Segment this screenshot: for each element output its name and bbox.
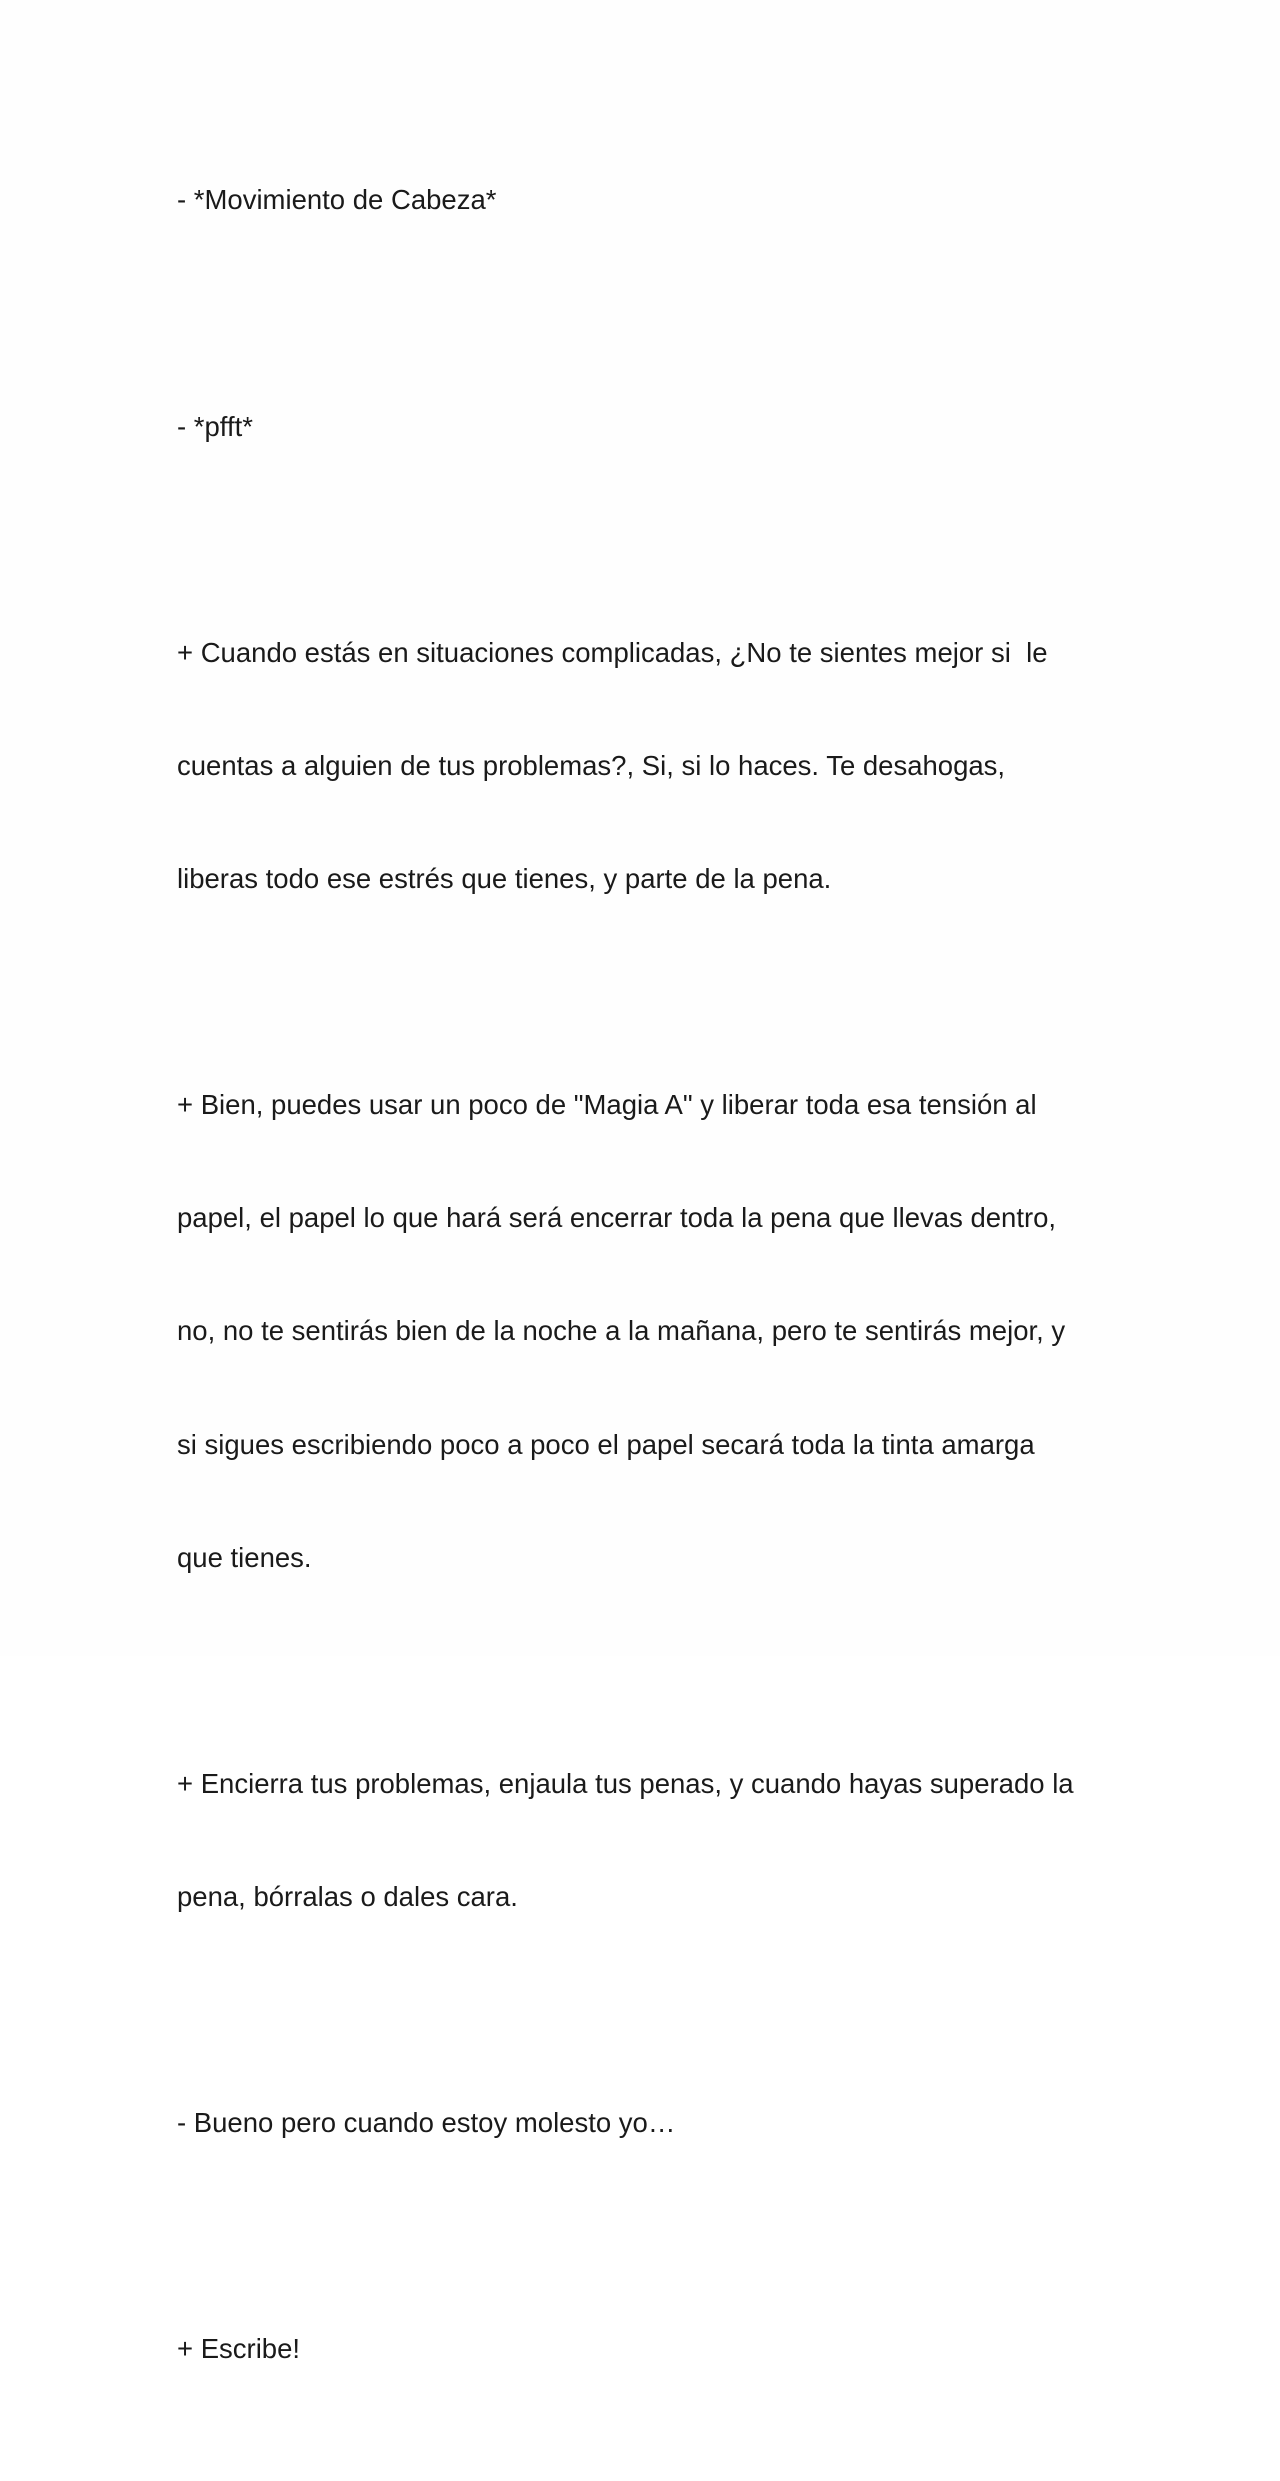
dialogue-paragraph-7 (177, 2255, 1117, 2444)
text-line: - Bueno pero cuando estoy molesto yo… (177, 2107, 676, 2139)
text-line: - *Movimiento de Cabeza* (177, 184, 497, 216)
text-line: - *pfft* (177, 410, 253, 442)
text-line: + Cuando estás en situaciones complicadas, ¿No te sientes mejor si le (177, 636, 1048, 668)
text-line: papel, el papel lo que hará será encerrar toda la pena que llevas dentro, (177, 1202, 1057, 1234)
text-line: que tienes. (177, 1541, 312, 1573)
document-body (177, 106, 1117, 2481)
text-line: + Encierra tus problemas, enjaula tus penas, y cuando hayas superado la (177, 1767, 1074, 1799)
text-line: cuentas a alguien de tus problemas?, Si, si lo haces. Te desahogas, (177, 749, 1006, 781)
text-line: + Escribe! (177, 2333, 301, 2365)
dialogue-paragraph-6 (177, 2029, 1117, 2218)
text-line: no, no te sentirás bien de la noche a la mañana, pero te sentirás mejor, y (177, 1315, 1066, 1347)
dialogue-paragraph-2 (177, 332, 1117, 521)
dialogue-paragraph-1 (177, 106, 1117, 295)
text-line: + Bien, puedes usar un poco de "Magia A" y liberar toda esa tensión al (177, 1089, 1037, 1121)
text-line: si sigues escribiendo poco a poco el papel secará toda la tinta amarga (177, 1428, 1035, 1460)
text-line: pena, bórralas o dales cara. (177, 1880, 518, 1912)
dialogue-paragraph-3 (177, 558, 1117, 973)
dialogue-paragraph-4 (177, 1011, 1117, 1652)
text-line: liberas todo ese estrés que tienes, y parte de la pena. (177, 863, 832, 895)
dialogue-paragraph-5 (177, 1689, 1117, 1991)
